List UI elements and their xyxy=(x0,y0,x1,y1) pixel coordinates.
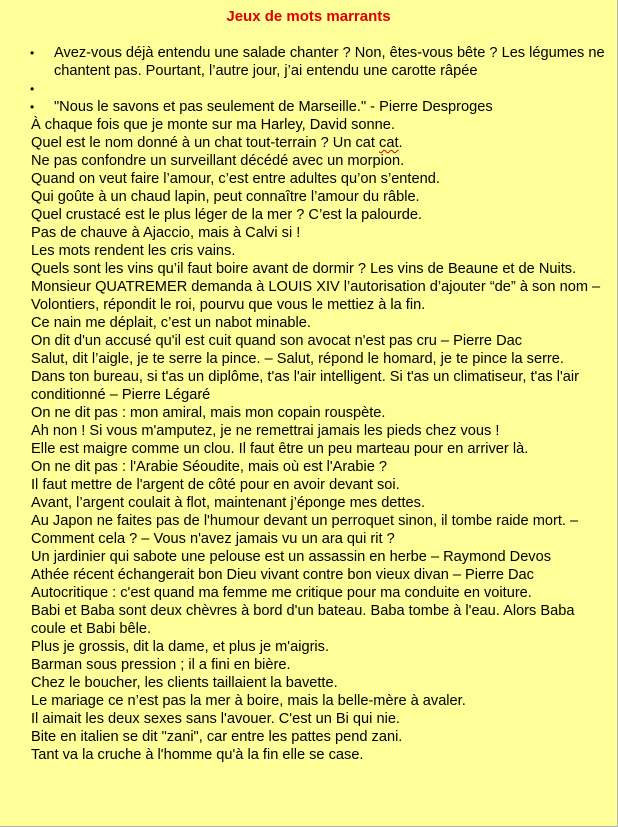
text-line: Pas de chauve à Ajaccio, mais à Calvi si ! xyxy=(31,225,301,241)
text-line: Autocritique : c'est quand ma femme me critique pour ma conduite en voiture. xyxy=(31,585,532,601)
text-line: Ce nain me déplait, c’est un nabot minable. xyxy=(31,315,311,331)
text-line: Monsieur QUATREMER demanda à LOUIS XIV l’autorisation d’ajouter “de” à son nom – Volontiers, répondit le roi, pourvu que vous le mettiez à la fin. xyxy=(31,279,601,313)
text-line: Avant, l’argent coulait à flot, maintenant j’éponge mes dettes. xyxy=(31,495,426,511)
page-title: Jeux de mots marrants xyxy=(226,8,391,25)
text-line: Ne pas confondre un surveillant décédé avec un morpion. xyxy=(31,153,405,169)
text-line: On dit d'un accusé qu'il est cuit quand son avocat n'est pas cru – Pierre Dac xyxy=(31,333,523,349)
text-line: Quels sont les vins qu’il faut boire avant de dormir ? Les vins de Beaune et de Nuits. xyxy=(31,261,577,277)
text-line: Plus je grossis, dit la dame, et plus je m'aigris. xyxy=(31,639,330,655)
text-line: À chaque fois que je monte sur ma Harley, David sonne. xyxy=(31,117,395,133)
text-line: Quel crustacé est le plus léger de la mer ? C’est la palourde. xyxy=(31,207,422,223)
text-line: Au Japon ne faites pas de l'humour devant un perroquet sinon, il tombe raide mort. – Comment cela ? – Vous n'avez jamais vu un ara qui rit ? xyxy=(31,513,579,547)
text-line: Quand on veut faire l’amour, c’est entre adultes qu’on s’entend. xyxy=(31,171,440,187)
text-line: Salut, dit l’aigle, je te serre la pince. – Salut, répond le homard, je te pince la serre. xyxy=(31,351,564,367)
text-line: On ne dit pas : l'Arabie Séoudite, mais où est l'Arabie ? xyxy=(31,459,388,475)
text-line: Bite en italien se dit "zani", car entre les pattes pend zani. xyxy=(31,729,403,745)
text-line: Elle est maigre comme un clou. Il faut être un peu marteau pour en arriver là. xyxy=(31,441,529,457)
text-line: Il faut mettre de l'argent de côté pour en avoir devant soi. xyxy=(31,477,400,493)
text-line: Qui goûte à un chaud lapin, peut connaître l’amour du râble. xyxy=(31,189,420,205)
text-line: Babi et Baba sont deux chèvres à bord d'un bateau. Baba tombe à l'eau. Alors Baba coule et Babi bêle. xyxy=(31,603,575,637)
text-line: Ah non ! Si vous m'amputez, je ne remettrai jamais les pieds chez vous ! xyxy=(31,423,500,439)
text-line: Chez le boucher, les clients taillaient la bavette. xyxy=(31,675,338,691)
text-line: Le mariage ce n’est pas la mer à boire, mais la belle-mère à avaler. xyxy=(31,693,466,709)
text-line xyxy=(31,134,609,152)
text-line-end: . xyxy=(398,135,403,151)
text-line: Un jardinier qui sabote une pelouse est un assassin en herbe – Raymond Devos xyxy=(31,549,552,565)
spellcheck-word: cat xyxy=(379,135,399,151)
bullet-item: • Avez-vous déjà entendu une salade chanter ? Non, êtes-vous bête ? Les légumes ne chantent pas. Pourtant, l’autre jour, j’ai entendu une carotte râpée xyxy=(30,44,609,80)
bullet-item: • "Nous le savons et pas seulement de Marseille." - Pierre Desproges xyxy=(30,98,609,116)
joke-lines xyxy=(0,116,617,764)
bullet-list xyxy=(0,44,617,116)
text-line: Barman sous pression ; il a fini en bière. xyxy=(31,657,291,673)
bullet-item-empty xyxy=(30,80,609,98)
text-line: On ne dit pas : mon amiral, mais mon copain rouspète. xyxy=(31,405,386,421)
text-line-part: Quel est le nom donné à un chat tout-terrain ? Un cat xyxy=(31,135,380,151)
text-line: Il aimait les deux sexes sans l'avouer. C'est un Bi qui nie. xyxy=(31,711,400,727)
text-line: Athée récent échangerait bon Dieu vivant contre bon vieux divan – Pierre Dac xyxy=(31,567,534,583)
text-line: Les mots rendent les cris vains. xyxy=(31,243,236,259)
text-line: Dans ton bureau, si t'as un diplôme, t'as l'air intelligent. Si t'as un climatiseur, t'as l'air conditionné – Pierre Légaré xyxy=(31,369,580,403)
text-line: Tant va la cruche à l'homme qu'à la fin elle se case. xyxy=(31,747,364,763)
